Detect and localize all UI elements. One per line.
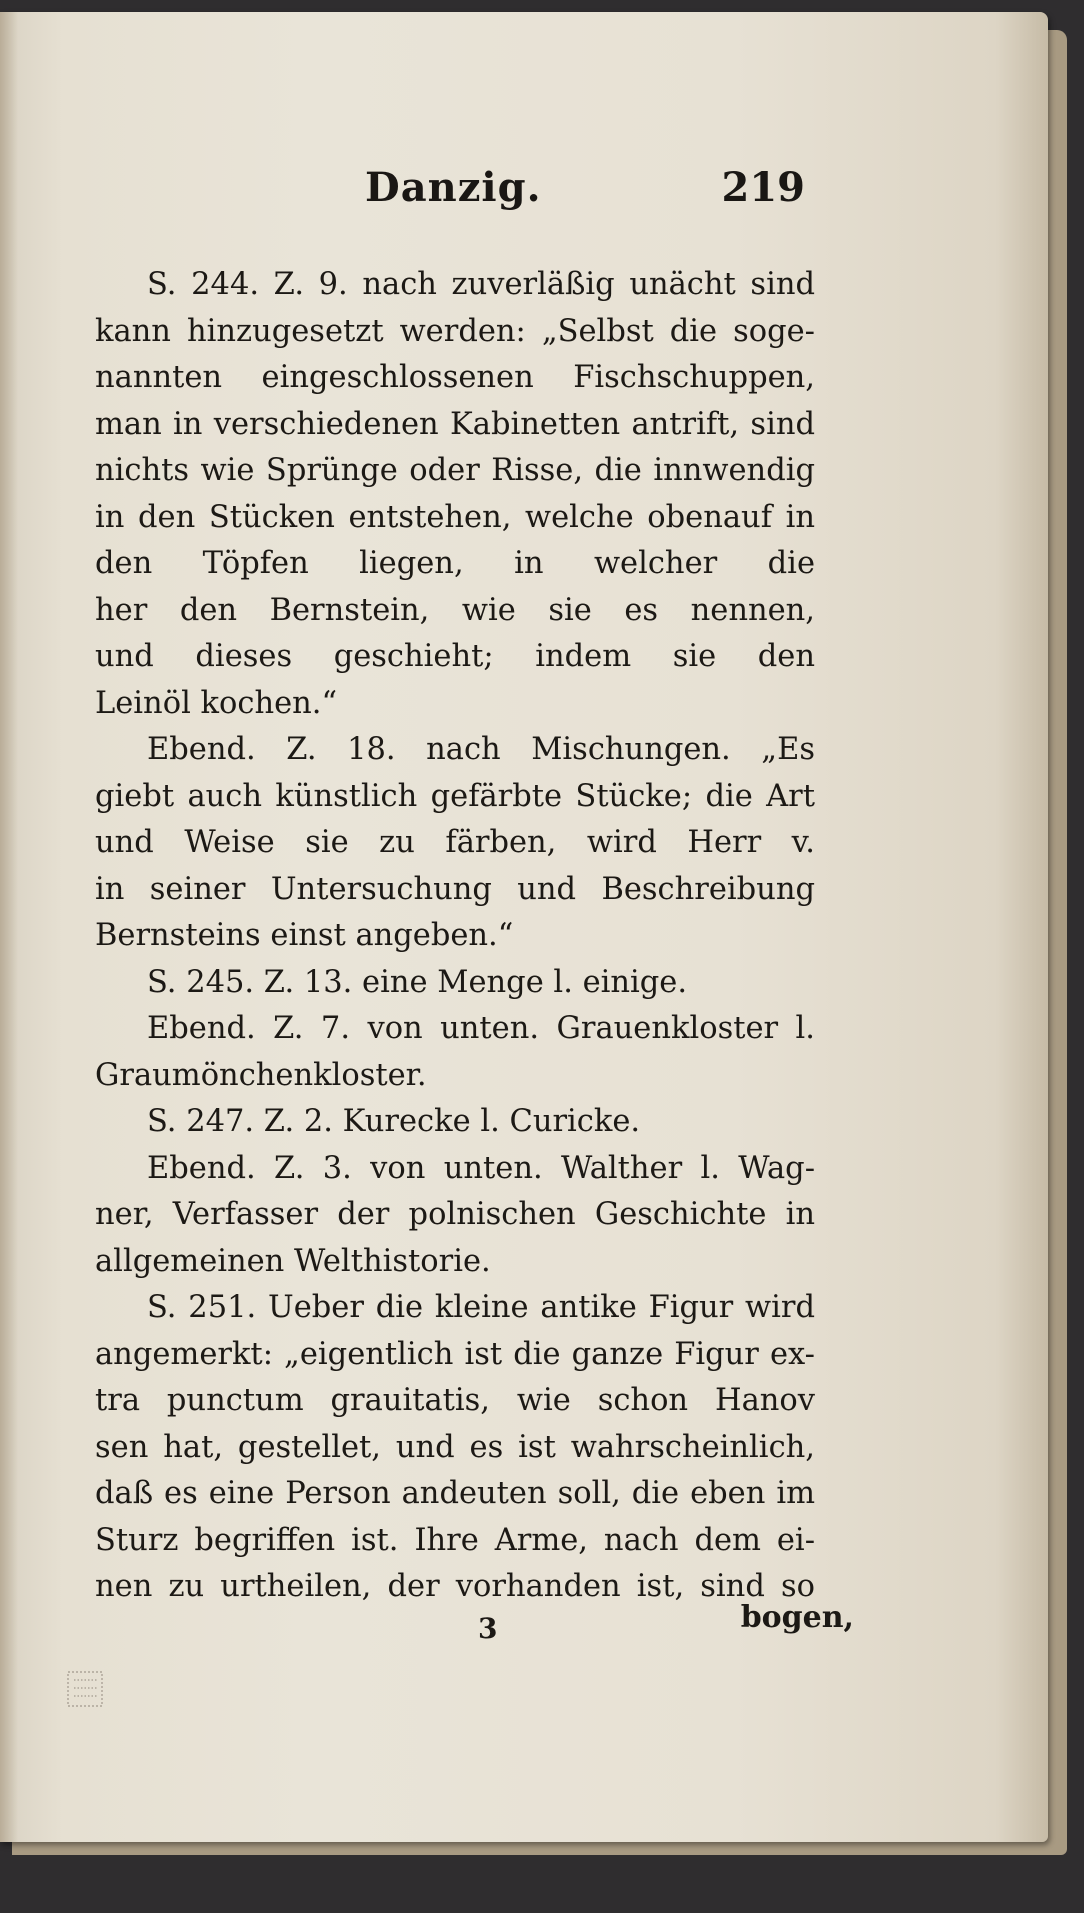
library-stamp-icon: [64, 1666, 108, 1712]
page-number: 219: [721, 164, 805, 211]
text-line: her den Bernstein, wie sie es nennen,: [95, 592, 815, 628]
text-line: S. 245. Z. 13. eine Menge l. einige.: [147, 964, 688, 1000]
text-line: Bernsteins einst angeben.“: [95, 918, 514, 953]
text-line: S. 244. Z. 9. nach zuverläßig unächt sind: [147, 267, 815, 302]
text-line: tra punctum grauitatis, wie schon Hanov: [95, 1383, 815, 1418]
text-line: den Töpfen liegen, in welcher die: [95, 546, 815, 581]
body-text: [95, 262, 815, 1611]
text-line: kann hinzugesetzt werden: „Selbst die soge-: [95, 313, 815, 349]
text-line: in seiner Untersuchung und Beschreibung: [95, 871, 815, 907]
text-line: und Weise sie zu färben, wird Herr v.: [95, 825, 815, 860]
text-line: sen hat, gestellet, und es ist wahrscheinlich,: [95, 1429, 815, 1465]
page-gutter-shadow: [0, 12, 18, 1842]
text-line: giebt auch künstlich gefärbte Stücke; die Art: [95, 778, 815, 814]
text-line: ner, Verfasser der polnischen Geschichte in: [95, 1197, 815, 1232]
text-line: Graumönchenkloster.: [95, 1057, 427, 1093]
text-line: angemerkt: „eigentlich ist die ganze Figur ex-: [95, 1336, 815, 1372]
text-line: Ebend. Z. 3. von unten. Walther l. Wag-: [147, 1150, 815, 1186]
text-line: Sturz begriffen ist. Ihre Arme, nach dem ei-: [95, 1522, 815, 1558]
catchword: bogen,: [740, 1600, 854, 1635]
text-line: allgemeinen Welthistorie.: [95, 1243, 491, 1279]
text-line: nichts wie Sprünge oder Risse, die innwendig: [95, 453, 815, 488]
text-line: daß es eine Person andeuten soll, die eben im: [95, 1476, 815, 1511]
text-line: nannten eingeschlossenen Fischschuppen,: [95, 360, 815, 395]
text-line: S. 251. Ueber die kleine antike Figur wird: [147, 1290, 815, 1325]
text-line: in den Stücken entstehen, welche obenauf in: [95, 499, 815, 535]
page-header: [95, 164, 805, 224]
text-line: S. 247. Z. 2. Kurecke l. Curicke.: [147, 1104, 641, 1139]
text-line: man in verschiedenen Kabinetten antrift, sind: [95, 406, 815, 442]
running-head: Danzig.: [365, 164, 542, 211]
text-line: nen zu urtheilen, der vorhanden ist, sind so: [95, 1569, 815, 1604]
text-line: Leinöl kochen.“: [95, 685, 338, 721]
text-line: Ebend. Z. 7. von unten. Grauenkloster l.: [147, 1011, 815, 1046]
text-line: Ebend. Z. 18. nach Mischungen. „Es: [147, 732, 815, 767]
text-line: und dieses geschieht; indem sie den: [95, 639, 815, 674]
signature-mark: 3: [478, 1612, 498, 1645]
